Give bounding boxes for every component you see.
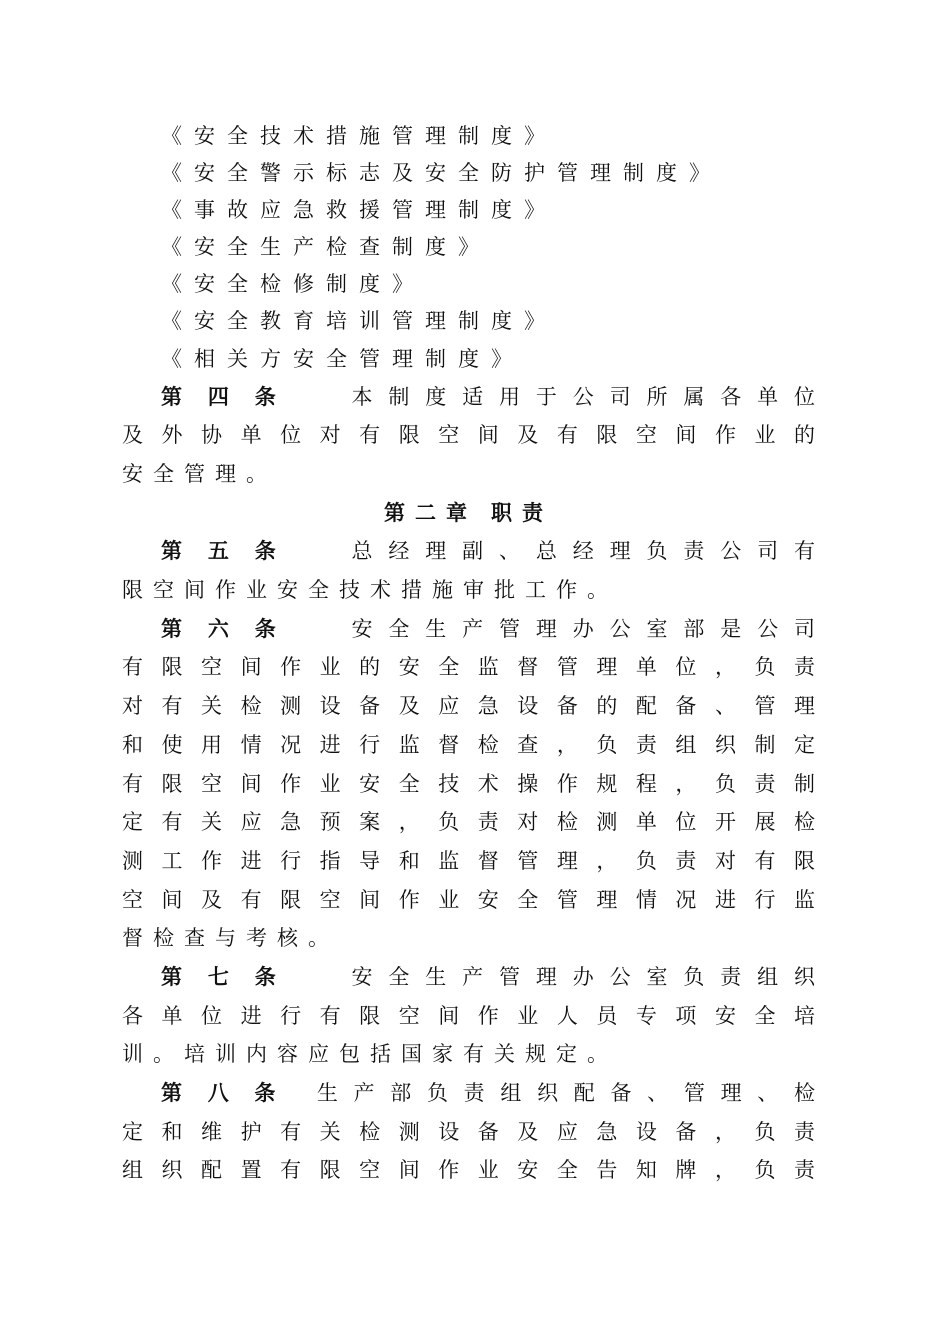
article-6 [122, 610, 815, 958]
article-number: 第六条 [161, 615, 302, 641]
regulation-list-item: 《安全检修制度》 [161, 272, 425, 297]
article-line [122, 610, 815, 649]
article-line [122, 1074, 815, 1113]
article-8 [122, 1074, 815, 1190]
article-line: 对有关检测设备及应急设备的配备、管理 [122, 694, 815, 719]
article-line: 空间及有限空间作业安全管理情况进行监 [122, 887, 815, 912]
regulation-list-item: 《安全生产检查制度》 [161, 235, 491, 260]
regulation-list-item: 《安全警示标志及安全防护管理制度》 [161, 161, 722, 186]
article-7 [122, 958, 815, 1074]
article-text: 本制度适用于公司所属各单位 [335, 384, 815, 409]
document-body [122, 118, 815, 1190]
article-text: 生产部负责组织配备、管理、检 [301, 1081, 815, 1106]
chapter-number: 第二章 [384, 499, 477, 525]
article-number: 第七条 [161, 963, 302, 989]
article-line: 有限空间作业的安全监督管理单位，负责 [122, 655, 815, 680]
article-line: 限空间作业安全技术措施审批工作。 [122, 578, 618, 603]
article-line: 安全管理。 [122, 462, 277, 487]
article-line: 测工作进行指导和监督管理，负责对有限 [122, 848, 815, 873]
article-line: 及外协单位对有限空间及有限空间作业的 [122, 423, 815, 448]
regulation-list [122, 118, 815, 378]
regulation-list-item: 《相关方安全管理制度》 [161, 346, 524, 371]
article-line: 定和维护有关检测设备及应急设备，负责 [122, 1119, 815, 1144]
article-text: 安全生产管理办公室负责组织 [335, 964, 815, 989]
article-5 [122, 532, 815, 609]
article-line [122, 378, 815, 417]
article-number: 第五条 [161, 538, 302, 564]
article-4 [122, 378, 815, 494]
article-line: 定有关应急预案，负责对检测单位开展检 [122, 810, 815, 835]
chapter-heading [122, 494, 815, 533]
article-number: 第八条 [161, 1080, 302, 1106]
article-line: 训。培训内容应包括国家有关规定。 [122, 1042, 618, 1067]
article-line: 有限空间作业安全技术操作规程，负责制 [122, 771, 815, 796]
article-text: 总经理副、总经理负责公司有 [335, 539, 815, 564]
article-line: 督检查与考核。 [122, 926, 339, 951]
article-text: 安全生产管理办公室部是公司 [335, 616, 815, 641]
regulation-list-item: 《事故应急救援管理制度》 [161, 198, 557, 223]
article-number: 第四条 [161, 383, 302, 409]
article-line [122, 958, 815, 997]
regulation-list-item: 《安全教育培训管理制度》 [161, 309, 557, 334]
article-line [122, 532, 815, 571]
article-line: 和使用情况进行监督检查，负责组织制定 [122, 732, 815, 757]
article-line: 组织配置有限空间作业安全告知牌，负责 [122, 1158, 815, 1183]
regulation-list-item: 《安全技术措施管理制度》 [161, 124, 557, 148]
chapter-title: 职责 [491, 499, 553, 525]
article-line: 各单位进行有限空间作业人员专项安全培 [122, 1003, 815, 1028]
